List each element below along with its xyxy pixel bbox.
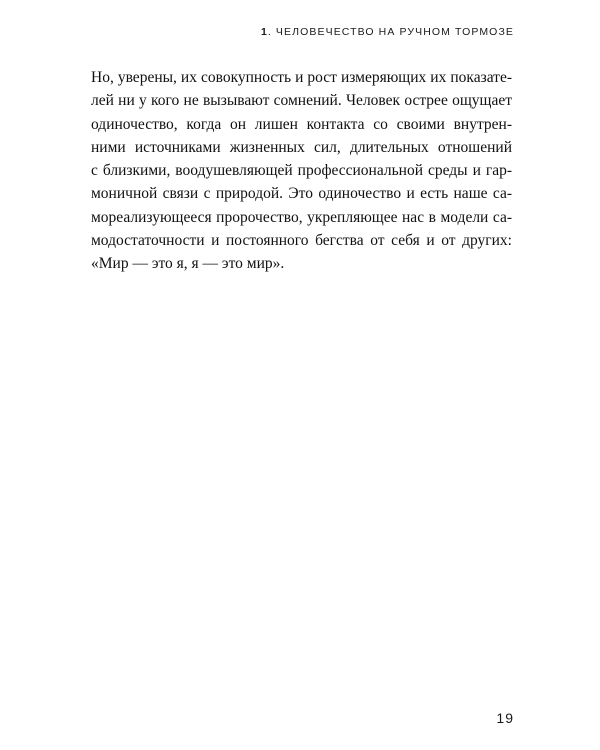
paragraph-line: одиночество, когда он лишен контакта со своими внутрен- xyxy=(91,115,512,133)
running-head xyxy=(261,26,514,38)
body-paragraph xyxy=(91,66,512,276)
paragraph-line: лей ни у кого не вызывают сомнений. Человек острее ощущает xyxy=(91,92,512,110)
chapter-title: . ЧЕЛОВЕЧЕСТВО НА РУЧНОМ ТОРМОЗЕ xyxy=(267,26,514,38)
page-number: 19 xyxy=(496,710,514,726)
paragraph-line: с близкими, воодушевляющей профессиональной среды и гар- xyxy=(91,162,512,180)
chapter-number: 1 xyxy=(260,26,268,38)
paragraph-line: Но, уверены, их совокупность и рост измеряющих их показате- xyxy=(91,69,512,86)
paragraph-line: «Мир — это я, я — это мир». xyxy=(91,255,285,273)
paragraph-line: ними источниками жизненных сил, длительных отношений xyxy=(91,138,512,156)
paragraph-line: моничной связи с природой. Это одиночество и есть наше са- xyxy=(91,185,512,203)
paragraph-line: мореализующееся пророчество, укрепляющее нас в модели са- xyxy=(91,208,512,226)
paragraph-line: модостаточности и постоянного бегства от себя и от других: xyxy=(91,232,512,250)
